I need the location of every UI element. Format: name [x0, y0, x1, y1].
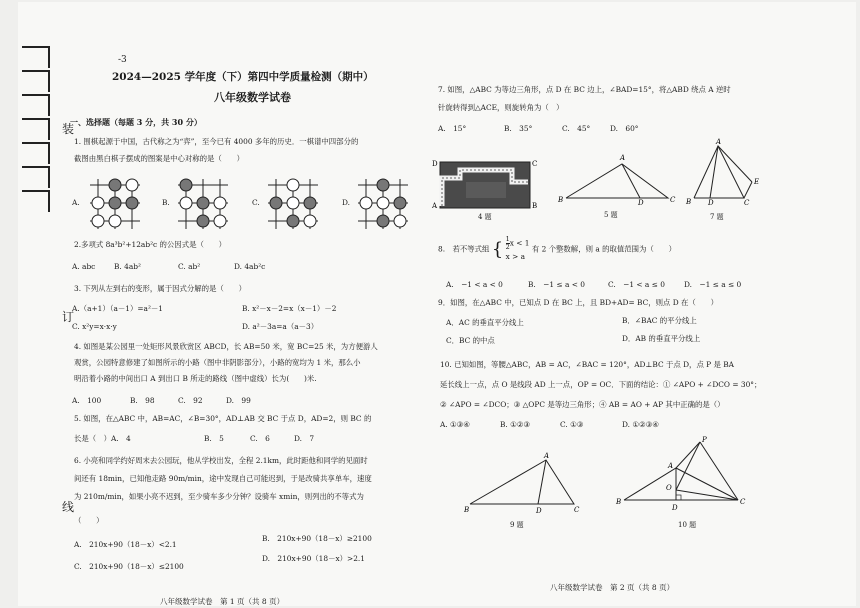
- q5-line1: 5. 如图，在△ABC 中，AB=AC，∠B=30°，AD⊥AB 交 BC 于点 D，AD=2，则 BC 的: [74, 414, 372, 423]
- q9-text: 9．如图，在△ABC 中，已知点 D 在 BC 上，且 BD+AD= BC，则点 D 在（ ）: [438, 298, 718, 307]
- go-board-c: [264, 177, 322, 231]
- fig5-label-d: D: [638, 199, 644, 206]
- binding-tab: [22, 94, 50, 116]
- binding-tab: [22, 190, 50, 212]
- q6-option-b[interactable]: B. 210x+90（18－x）≥2100: [262, 534, 372, 543]
- fig4-caption: 4 题: [478, 213, 492, 221]
- q2-option-c[interactable]: C. ab²: [178, 262, 201, 271]
- q5-line2: 长是（ ）A. 4: [74, 434, 131, 443]
- q2-option-b[interactable]: B. 4ab²: [114, 262, 141, 271]
- q3-option-a[interactable]: A.（a+1）（a－1）=a²－1: [72, 304, 164, 313]
- q9-option-b[interactable]: B．∠BAC 的平分线上: [622, 316, 697, 325]
- fig10-label-d: D: [672, 504, 678, 512]
- go-board-a: [86, 177, 144, 231]
- q8-option-b[interactable]: B. −1 ≤ a < 0: [528, 280, 585, 289]
- fig9-label-a: A: [544, 452, 550, 460]
- q6-line4: （ ）: [74, 516, 104, 525]
- fig9-caption: 9 题: [510, 521, 524, 529]
- figure-10: [614, 434, 764, 512]
- q4-line1: 4. 如图是某公园里一处矩形风景欣赏区 ABCD，长 AB=50 米，宽 BC=25 米，为方便游人: [74, 342, 378, 351]
- q8-frac-num: 1: [505, 235, 510, 243]
- q2-text: 2.多项式 8a³b²+12ab²c 的公因式是（ ）: [74, 240, 227, 249]
- fig5-caption: 5 题: [604, 211, 618, 219]
- fig4-label-b: B: [532, 202, 538, 210]
- q4-line2: 观赏，公园特意修建了如图所示的小路（图中非阴影部分），小路的宽均为 1 米，那么小: [74, 358, 361, 367]
- q7-option-d[interactable]: D. 60°: [610, 124, 639, 133]
- q1-option-d[interactable]: D.: [342, 198, 351, 207]
- binding-tab: [22, 142, 50, 164]
- q7-line2: 针旋转得到△ACE，则旋转角为（ ）: [438, 103, 564, 112]
- q8-frac-den: 2: [505, 243, 510, 251]
- q1-line2: 截图由黑白棋子摆成的图案是中心对称的是（ ）: [74, 154, 244, 163]
- q6-option-a[interactable]: A. 210x+90（18－x）<2.1: [74, 540, 177, 549]
- fig10-label-c: C: [740, 498, 746, 506]
- binding-ding: 订: [62, 310, 75, 324]
- figure-5: [558, 150, 678, 206]
- q9-option-c[interactable]: C．BC 的中点: [446, 336, 495, 345]
- figure-4: [430, 156, 540, 214]
- fig7-label-b: B: [686, 198, 692, 206]
- q1-line1: 1. 围棋起源于中国，古代称之为“弈”，至今已有 4000 多年的历史．一棋谱中四部分的: [74, 137, 359, 146]
- fig7-label-d: D: [708, 199, 714, 206]
- q10-line2: 延长线上一点，点 O 是线段 AD 上一点，OP = OC．下面的结论：① ∠APO + ∠DCO = 30°；: [440, 380, 762, 389]
- q9-option-a[interactable]: A．AC 的垂直平分线上: [446, 318, 524, 327]
- fig7-label-e: E: [754, 178, 760, 186]
- binding-tab: [22, 166, 50, 188]
- q6-line3: 为 210m/min，如果小亮不迟到，至少骑车多少分钟？设骑车 xmin，则列出的不等式为: [74, 492, 364, 501]
- q7-option-c[interactable]: C. 45°: [562, 124, 591, 133]
- fig9-label-d: D: [536, 507, 542, 514]
- fig7-caption: 7 题: [710, 213, 724, 221]
- q8-suffix: 有 2 个整数解，则 a 的取值范围为（ ）: [531, 244, 676, 254]
- q9-option-d[interactable]: D．AB 的垂直平分线上: [622, 334, 701, 343]
- exam-subtitle: 八年级数学试卷: [214, 91, 291, 104]
- footer-left: 八年级数学试卷 第 1 页（共 8 页）: [160, 597, 285, 606]
- scribble: -3: [118, 55, 127, 65]
- binding-xian: 线: [62, 500, 75, 514]
- q10-line3: ② ∠APO = ∠DCO；③ △OPC 是等边三角形；④ AB = AO + AP 其中正确的是（）: [440, 400, 725, 409]
- q8-brace: {: [491, 239, 504, 260]
- fig10-label-p: P: [702, 436, 707, 444]
- figure-9: [464, 452, 584, 514]
- exam-title: 2024—2025 学年度（下）第四中学质量检测（期中）: [112, 71, 374, 83]
- q8-stem: [438, 236, 676, 263]
- q4-option-a[interactable]: A. 100: [72, 396, 102, 405]
- fig5-label-c: C: [670, 196, 676, 204]
- q2-option-d[interactable]: D. 4ab²c: [234, 262, 266, 271]
- q4-option-d[interactable]: D. 99: [226, 396, 251, 405]
- go-board-b: [174, 177, 232, 231]
- go-board-d: [354, 177, 412, 231]
- q4-line3: 明沿着小路的中间出口 A 到出口 B 所走的路线（图中虚线）长为( )米.: [74, 374, 317, 383]
- q6-line2: 间还有 18min，已知他走路 90m/min，途中发现自己可能迟到，于是改骑共享单车，速度: [74, 474, 372, 483]
- q7-line1: 7. 如图，△ABC 为等边三角形，点 D 在 BC 边上，∠BAD=15°，将△ABD 绕点 A 逆时: [438, 85, 731, 94]
- q10-option-a[interactable]: A. ①③④: [440, 420, 470, 429]
- q5-option-d[interactable]: D. 7: [294, 434, 315, 443]
- fig4-label-c: C: [532, 160, 538, 168]
- q3-option-d[interactable]: D. a²－3a=a（a－3）: [242, 322, 319, 331]
- binding-tab: [22, 118, 50, 140]
- fig5-label-b: B: [558, 196, 564, 204]
- q1-option-c[interactable]: C.: [252, 198, 260, 207]
- q3-option-b[interactable]: B. x²－x－2=x（x－1）－2: [242, 304, 337, 313]
- q6-line1: 6. 小亮和同学约好周末去公园玩，他从学校出发，全程 2.1km，此时距他和同学的见面时: [74, 456, 368, 465]
- fig9-label-c: C: [574, 506, 580, 514]
- binding-tabs: [22, 46, 50, 214]
- q7-option-b[interactable]: B. 35°: [504, 124, 533, 133]
- binding-zhuang: 装: [62, 122, 75, 136]
- q1-option-b[interactable]: B.: [162, 198, 170, 207]
- q2-option-a[interactable]: A. abc: [72, 262, 96, 271]
- q1-option-a[interactable]: A.: [72, 198, 80, 207]
- q4-option-b[interactable]: B. 98: [130, 396, 155, 405]
- fig7-label-c: C: [744, 199, 750, 206]
- q3-option-c[interactable]: C. x²y=x·x·y: [72, 322, 117, 331]
- fig10-caption: 10 题: [678, 521, 697, 529]
- q10-option-d[interactable]: D. ①②③④: [622, 420, 659, 429]
- q7-option-a[interactable]: A. 15°: [438, 124, 467, 133]
- q8-prefix: 8. 若不等式组: [438, 244, 490, 254]
- footer-right: 八年级数学试卷 第 2 页（共 8 页）: [550, 583, 675, 592]
- q8-ineq2: x > a: [505, 252, 526, 261]
- q8-option-c[interactable]: C. −1 < a ≤ 0: [608, 280, 665, 289]
- q10-option-b[interactable]: B. ①②③: [500, 420, 531, 429]
- fig10-label-b: B: [616, 498, 622, 506]
- binding-tab: [22, 46, 50, 68]
- q5-option-b[interactable]: B. 5: [204, 434, 224, 443]
- q5-option-c[interactable]: C. 6: [250, 434, 270, 443]
- fig9-label-b: B: [464, 506, 470, 514]
- fig4-label-a: A: [432, 202, 438, 210]
- fig4-label-d: D: [432, 160, 438, 168]
- fig10-label-a: A: [668, 462, 674, 470]
- q10-line1: 10. 已知如图，等腰△ABC，AB = AC，∠BAC = 120°，AD⊥BC 于点 D，点 P 是 BA: [440, 360, 735, 369]
- q8-option-a[interactable]: A. −1 < a < 0: [446, 280, 503, 289]
- q4-option-c[interactable]: C. 92: [178, 396, 203, 405]
- q8-option-d[interactable]: D. −1 ≤ a ≤ 0: [684, 280, 742, 289]
- q6-option-c[interactable]: C. 210x+90（18－x）≤2100: [74, 562, 184, 571]
- fig10-label-o: O: [666, 484, 672, 492]
- q3-text: 3. 下列从左到右的变形，属于因式分解的是（ ）: [74, 284, 246, 293]
- q6-option-d[interactable]: D. 210x+90（18－x）>2.1: [262, 554, 365, 563]
- figure-7: [682, 138, 762, 206]
- fig5-label-a: A: [620, 154, 626, 162]
- q8-ineq1: x < 1: [509, 238, 530, 248]
- q10-option-c[interactable]: C. ①③: [560, 420, 584, 429]
- section-heading: 一、选择题（每题 3 分，共 30 分）: [70, 117, 202, 127]
- fig7-label-a: A: [716, 138, 722, 146]
- binding-tab: [22, 70, 50, 92]
